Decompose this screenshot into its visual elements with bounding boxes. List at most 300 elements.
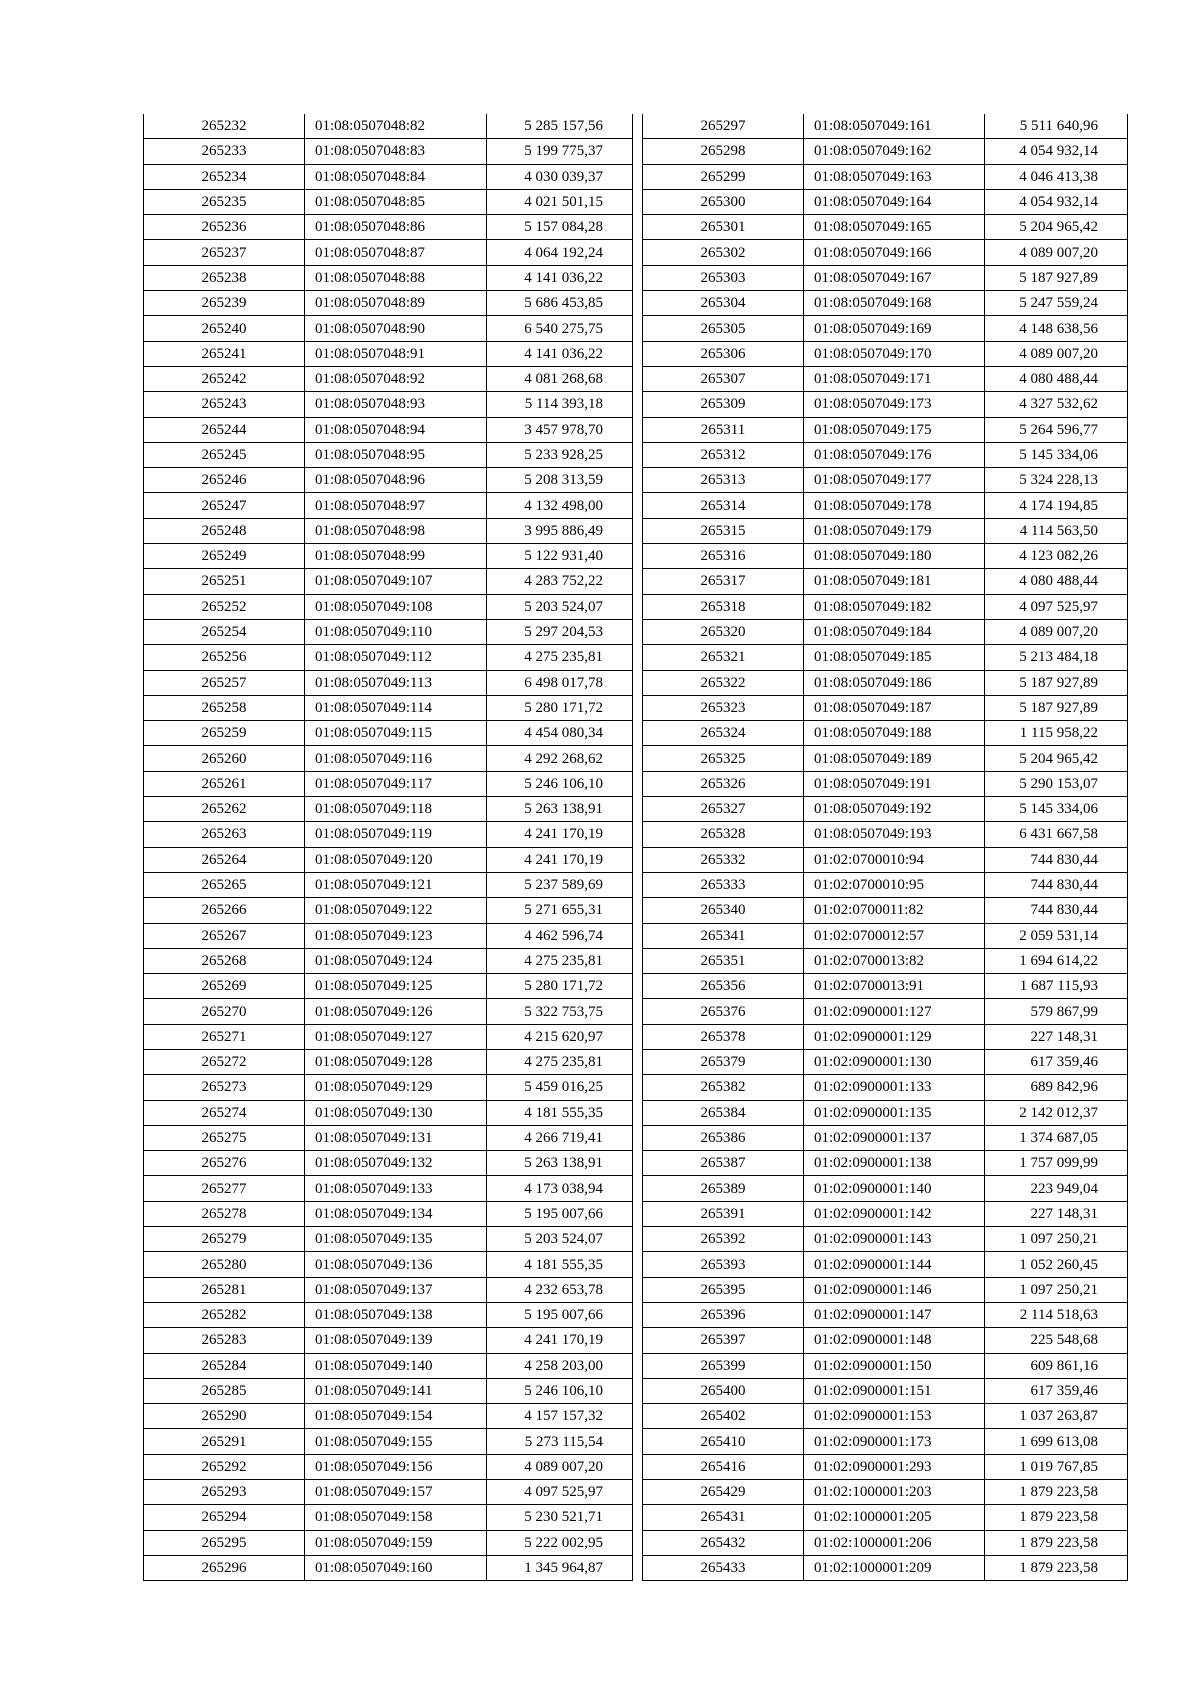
table-row [144,948,633,973]
table-row [643,1176,1128,1201]
value-cell: 1 879 223,58 [985,1555,1128,1580]
row-number-cell: 265391 [643,1201,804,1226]
table-row [643,721,1128,746]
cadastral-number-cell: 01:02:0900001:151 [804,1378,985,1403]
table-row [144,468,633,493]
row-number-cell: 265326 [643,771,804,796]
table-row [643,442,1128,467]
value-cell: 4 089 007,20 [985,619,1128,644]
table-row [643,392,1128,417]
row-number-cell: 265246 [144,468,305,493]
row-number-cell: 265297 [643,114,804,139]
cadastral-number-cell: 01:08:0507049:170 [804,341,985,366]
row-number-cell: 265262 [144,797,305,822]
row-number-cell: 265340 [643,898,804,923]
value-cell: 5 213 484,18 [985,645,1128,670]
value-cell: 4 258 203,00 [487,1353,633,1378]
table-row [643,139,1128,164]
cadastral-number-cell: 01:02:0700010:95 [804,872,985,897]
cadastral-number-cell: 01:08:0507048:89 [305,291,487,316]
left-register-table [143,114,633,1581]
value-cell: 1 374 687,05 [985,1125,1128,1150]
value-cell: 4 054 932,14 [985,189,1128,214]
row-number-cell: 265243 [144,392,305,417]
cadastral-number-cell: 01:08:0507049:122 [305,898,487,923]
value-cell: 5 114 393,18 [487,392,633,417]
table-row [144,240,633,265]
cadastral-number-cell: 01:08:0507048:97 [305,493,487,518]
cadastral-number-cell: 01:08:0507049:185 [804,645,985,670]
row-number-cell: 265356 [643,974,804,999]
cadastral-number-cell: 01:08:0507049:192 [804,797,985,822]
row-number-cell: 265402 [643,1404,804,1429]
row-number-cell: 265333 [643,872,804,897]
value-cell: 4 064 192,24 [487,240,633,265]
row-number-cell: 265295 [144,1530,305,1555]
cadastral-number-cell: 01:08:0507049:156 [305,1454,487,1479]
value-cell: 6 540 275,75 [487,316,633,341]
value-cell: 3 995 886,49 [487,518,633,543]
cadastral-number-cell: 01:08:0507049:162 [804,139,985,164]
row-number-cell: 265263 [144,822,305,847]
cadastral-number-cell: 01:08:0507049:165 [804,215,985,240]
row-number-cell: 265265 [144,872,305,897]
value-cell: 4 275 235,81 [487,948,633,973]
row-number-cell: 265233 [144,139,305,164]
row-number-cell: 265341 [643,923,804,948]
table-row [144,1530,633,1555]
table-row [144,974,633,999]
row-number-cell: 265259 [144,721,305,746]
value-cell: 5 237 589,69 [487,872,633,897]
value-cell: 5 686 453,85 [487,291,633,316]
value-cell: 4 089 007,20 [487,1454,633,1479]
table-row [643,493,1128,518]
value-cell: 4 462 596,74 [487,923,633,948]
row-number-cell: 265382 [643,1075,804,1100]
row-number-cell: 265429 [643,1480,804,1505]
table-row [144,594,633,619]
table-row [144,746,633,771]
cadastral-number-cell: 01:02:1000001:205 [804,1505,985,1530]
cadastral-number-cell: 01:08:0507048:92 [305,366,487,391]
row-number-cell: 265332 [643,847,804,872]
cadastral-number-cell: 01:02:1000001:206 [804,1530,985,1555]
value-cell: 1 097 250,21 [985,1277,1128,1302]
row-number-cell: 265296 [144,1555,305,1580]
table-row [144,847,633,872]
value-cell: 617 359,46 [985,1049,1128,1074]
cadastral-number-cell: 01:02:0900001:147 [804,1302,985,1327]
row-number-cell: 265244 [144,417,305,442]
cadastral-number-cell: 01:08:0507049:177 [804,468,985,493]
row-number-cell: 265270 [144,999,305,1024]
value-cell: 5 195 007,66 [487,1302,633,1327]
row-number-cell: 265321 [643,645,804,670]
cadastral-number-cell: 01:08:0507049:179 [804,518,985,543]
table-row [643,544,1128,569]
cadastral-number-cell: 01:08:0507049:140 [305,1353,487,1378]
table-row [144,1049,633,1074]
cadastral-number-cell: 01:08:0507049:120 [305,847,487,872]
row-number-cell: 265283 [144,1328,305,1353]
value-cell: 5 157 084,28 [487,215,633,240]
row-number-cell: 265238 [144,265,305,290]
right-register-table [642,114,1128,1581]
value-cell: 4 327 532,62 [985,392,1128,417]
cadastral-number-cell: 01:08:0507048:86 [305,215,487,240]
cadastral-number-cell: 01:02:0900001:140 [804,1176,985,1201]
row-number-cell: 265266 [144,898,305,923]
row-number-cell: 265278 [144,1201,305,1226]
cadastral-number-cell: 01:08:0507049:175 [804,417,985,442]
table-row [144,392,633,417]
table-row [144,1505,633,1530]
cadastral-number-cell: 01:08:0507049:125 [305,974,487,999]
value-cell: 6 498 017,78 [487,670,633,695]
row-number-cell: 265304 [643,291,804,316]
cadastral-number-cell: 01:08:0507049:182 [804,594,985,619]
value-cell: 5 203 524,07 [487,594,633,619]
row-number-cell: 265294 [144,1505,305,1530]
row-number-cell: 265281 [144,1277,305,1302]
value-cell: 4 132 498,00 [487,493,633,518]
cadastral-number-cell: 01:08:0507048:88 [305,265,487,290]
value-cell: 4 275 235,81 [487,1049,633,1074]
row-number-cell: 265303 [643,265,804,290]
cadastral-number-cell: 01:08:0507049:114 [305,695,487,720]
cadastral-number-cell: 01:08:0507049:178 [804,493,985,518]
row-number-cell: 265252 [144,594,305,619]
value-cell: 5 273 115,54 [487,1429,633,1454]
value-cell: 4 241 170,19 [487,847,633,872]
cadastral-number-cell: 01:08:0507049:167 [804,265,985,290]
value-cell: 5 247 559,24 [985,291,1128,316]
value-cell: 4 454 080,34 [487,721,633,746]
cadastral-number-cell: 01:08:0507049:157 [305,1480,487,1505]
table-row [643,189,1128,214]
value-cell: 1 037 263,87 [985,1404,1128,1429]
table-row [643,822,1128,847]
table-row [643,518,1128,543]
cadastral-number-cell: 01:08:0507048:99 [305,544,487,569]
row-number-cell: 265298 [643,139,804,164]
table-row [643,1100,1128,1125]
value-cell: 5 511 640,96 [985,114,1128,139]
value-cell: 4 283 752,22 [487,569,633,594]
row-number-cell: 265274 [144,1100,305,1125]
table-row [643,1024,1128,1049]
value-cell: 5 222 002,95 [487,1530,633,1555]
value-cell: 4 123 082,26 [985,544,1128,569]
row-number-cell: 265386 [643,1125,804,1150]
cadastral-number-cell: 01:08:0507048:96 [305,468,487,493]
table-row [144,1555,633,1580]
value-cell: 3 457 978,70 [487,417,633,442]
row-number-cell: 265323 [643,695,804,720]
cadastral-number-cell: 01:08:0507048:83 [305,139,487,164]
table-row [144,797,633,822]
value-cell: 1 097 250,21 [985,1227,1128,1252]
row-number-cell: 265317 [643,569,804,594]
value-cell: 1 345 964,87 [487,1555,633,1580]
cadastral-number-cell: 01:08:0507048:82 [305,114,487,139]
table-row [144,645,633,670]
row-number-cell: 265325 [643,746,804,771]
row-number-cell: 265232 [144,114,305,139]
row-number-cell: 265277 [144,1176,305,1201]
value-cell: 617 359,46 [985,1378,1128,1403]
table-row [643,1480,1128,1505]
cadastral-number-cell: 01:08:0507049:189 [804,746,985,771]
table-row [643,1378,1128,1403]
table-row [144,139,633,164]
table-row [144,1480,633,1505]
row-number-cell: 265322 [643,670,804,695]
value-cell: 5 208 313,59 [487,468,633,493]
cadastral-number-cell: 01:08:0507049:107 [305,569,487,594]
value-cell: 4 215 620,97 [487,1024,633,1049]
row-number-cell: 265260 [144,746,305,771]
cadastral-number-cell: 01:02:0700012:57 [804,923,985,948]
cadastral-number-cell: 01:08:0507049:160 [305,1555,487,1580]
table-row [643,341,1128,366]
table-row [144,442,633,467]
row-number-cell: 265320 [643,619,804,644]
cadastral-number-cell: 01:08:0507048:84 [305,164,487,189]
value-cell: 1 757 099,99 [985,1151,1128,1176]
value-cell: 4 097 525,97 [487,1480,633,1505]
value-cell: 5 459 016,25 [487,1075,633,1100]
value-cell: 2 142 012,37 [985,1100,1128,1125]
row-number-cell: 265247 [144,493,305,518]
table-row [643,265,1128,290]
table-row [643,1075,1128,1100]
value-cell: 4 148 638,56 [985,316,1128,341]
row-number-cell: 265300 [643,189,804,214]
table-row [643,746,1128,771]
value-cell: 1 694 614,22 [985,948,1128,973]
cadastral-number-cell: 01:08:0507048:90 [305,316,487,341]
row-number-cell: 265397 [643,1328,804,1353]
row-number-cell: 265299 [643,164,804,189]
cadastral-number-cell: 01:08:0507049:141 [305,1378,487,1403]
row-number-cell: 265416 [643,1454,804,1479]
cadastral-number-cell: 01:02:0900001:293 [804,1454,985,1479]
table-row [144,518,633,543]
value-cell: 4 080 488,44 [985,366,1128,391]
value-cell: 744 830,44 [985,872,1128,897]
value-cell: 5 324 228,13 [985,468,1128,493]
cadastral-number-cell: 01:08:0507049:131 [305,1125,487,1150]
cadastral-number-cell: 01:08:0507048:95 [305,442,487,467]
value-cell: 5 187 927,89 [985,670,1128,695]
table-row [144,316,633,341]
cadastral-number-cell: 01:02:0900001:150 [804,1353,985,1378]
value-cell: 223 949,04 [985,1176,1128,1201]
cadastral-number-cell: 01:08:0507049:186 [804,670,985,695]
cadastral-number-cell: 01:02:0900001:146 [804,1277,985,1302]
table-row [144,1125,633,1150]
table-row [144,898,633,923]
table-row [144,417,633,442]
cadastral-number-cell: 01:08:0507049:137 [305,1277,487,1302]
table-row [643,872,1128,897]
cadastral-number-cell: 01:08:0507049:115 [305,721,487,746]
value-cell: 4 141 036,22 [487,265,633,290]
table-row [144,265,633,290]
table-row [643,974,1128,999]
cadastral-number-cell: 01:02:0900001:135 [804,1100,985,1125]
row-number-cell: 265378 [643,1024,804,1049]
table-row [643,847,1128,872]
cadastral-number-cell: 01:08:0507049:130 [305,1100,487,1125]
value-cell: 744 830,44 [985,898,1128,923]
row-number-cell: 265293 [144,1480,305,1505]
table-row [144,1024,633,1049]
cadastral-number-cell: 01:02:0900001:130 [804,1049,985,1074]
table-row [643,1201,1128,1226]
cadastral-number-cell: 01:08:0507048:91 [305,341,487,366]
value-cell: 4 046 413,38 [985,164,1128,189]
row-number-cell: 265249 [144,544,305,569]
cadastral-number-cell: 01:08:0507049:180 [804,544,985,569]
table-row [144,670,633,695]
cadastral-number-cell: 01:08:0507049:159 [305,1530,487,1555]
value-cell: 4 275 235,81 [487,645,633,670]
value-cell: 5 145 334,06 [985,442,1128,467]
row-number-cell: 265271 [144,1024,305,1049]
value-cell: 579 867,99 [985,999,1128,1024]
value-cell: 4 089 007,20 [985,240,1128,265]
table-row [643,948,1128,973]
row-number-cell: 265291 [144,1429,305,1454]
value-cell: 1 052 260,45 [985,1252,1128,1277]
value-cell: 1 879 223,58 [985,1480,1128,1505]
table-row [643,1277,1128,1302]
table-row [144,164,633,189]
value-cell: 5 187 927,89 [985,695,1128,720]
row-number-cell: 265241 [144,341,305,366]
table-row [643,1454,1128,1479]
table-row [643,1530,1128,1555]
cadastral-number-cell: 01:02:0700013:82 [804,948,985,973]
row-number-cell: 265384 [643,1100,804,1125]
table-row [144,1404,633,1429]
value-cell: 1 699 613,08 [985,1429,1128,1454]
cadastral-number-cell: 01:08:0507049:169 [804,316,985,341]
cadastral-number-cell: 01:02:1000001:203 [804,1480,985,1505]
table-row [144,1252,633,1277]
table-row [144,189,633,214]
row-number-cell: 265305 [643,316,804,341]
table-row [144,1328,633,1353]
row-number-cell: 265313 [643,468,804,493]
value-cell: 4 266 719,41 [487,1125,633,1150]
cadastral-number-cell: 01:08:0507049:154 [305,1404,487,1429]
cadastral-number-cell: 01:08:0507048:93 [305,392,487,417]
table-row [643,316,1128,341]
table-row [144,1277,633,1302]
cadastral-number-cell: 01:08:0507049:112 [305,645,487,670]
left-table-body [144,114,633,1581]
table-row [144,695,633,720]
value-cell: 4 173 038,94 [487,1176,633,1201]
value-cell: 5 204 965,42 [985,215,1128,240]
table-row [643,771,1128,796]
row-number-cell: 265269 [144,974,305,999]
row-number-cell: 265328 [643,822,804,847]
cadastral-number-cell: 01:08:0507049:126 [305,999,487,1024]
value-cell: 5 187 927,89 [985,265,1128,290]
table-row [144,619,633,644]
row-number-cell: 265316 [643,544,804,569]
table-row [643,1151,1128,1176]
row-number-cell: 265315 [643,518,804,543]
row-number-cell: 265240 [144,316,305,341]
value-cell: 1 687 115,93 [985,974,1128,999]
cadastral-number-cell: 01:08:0507049:166 [804,240,985,265]
row-number-cell: 265400 [643,1378,804,1403]
value-cell: 5 230 521,71 [487,1505,633,1530]
table-row [144,215,633,240]
row-number-cell: 265312 [643,442,804,467]
row-number-cell: 265279 [144,1227,305,1252]
row-number-cell: 265237 [144,240,305,265]
table-row [144,771,633,796]
row-number-cell: 265307 [643,366,804,391]
table-row [144,1454,633,1479]
table-row [144,569,633,594]
row-number-cell: 265431 [643,1505,804,1530]
table-row [144,1302,633,1327]
value-cell: 2 059 531,14 [985,923,1128,948]
row-number-cell: 265282 [144,1302,305,1327]
cadastral-number-cell: 01:08:0507049:171 [804,366,985,391]
row-number-cell: 265248 [144,518,305,543]
table-row [144,114,633,139]
row-number-cell: 265290 [144,1404,305,1429]
value-cell: 225 548,68 [985,1328,1128,1353]
table-row [144,366,633,391]
value-cell: 5 203 524,07 [487,1227,633,1252]
value-cell: 1 019 767,85 [985,1454,1128,1479]
row-number-cell: 265324 [643,721,804,746]
cadastral-number-cell: 01:02:0700010:94 [804,847,985,872]
value-cell: 4 157 157,32 [487,1404,633,1429]
value-cell: 4 181 555,35 [487,1100,633,1125]
value-cell: 4 241 170,19 [487,1328,633,1353]
row-number-cell: 265235 [144,189,305,214]
cadastral-number-cell: 01:02:0700013:91 [804,974,985,999]
row-number-cell: 265292 [144,1454,305,1479]
cadastral-number-cell: 01:08:0507048:87 [305,240,487,265]
value-cell: 4 114 563,50 [985,518,1128,543]
value-cell: 1 879 223,58 [985,1530,1128,1555]
table-row [144,1201,633,1226]
value-cell: 4 232 653,78 [487,1277,633,1302]
cadastral-number-cell: 01:08:0507049:173 [804,392,985,417]
value-cell: 744 830,44 [985,847,1128,872]
value-cell: 609 861,16 [985,1353,1128,1378]
value-cell: 5 246 106,10 [487,771,633,796]
cadastral-number-cell: 01:08:0507049:181 [804,569,985,594]
row-number-cell: 265399 [643,1353,804,1378]
row-number-cell: 265389 [643,1176,804,1201]
table-row [643,569,1128,594]
value-cell: 227 148,31 [985,1201,1128,1226]
cadastral-number-cell: 01:08:0507049:121 [305,872,487,897]
